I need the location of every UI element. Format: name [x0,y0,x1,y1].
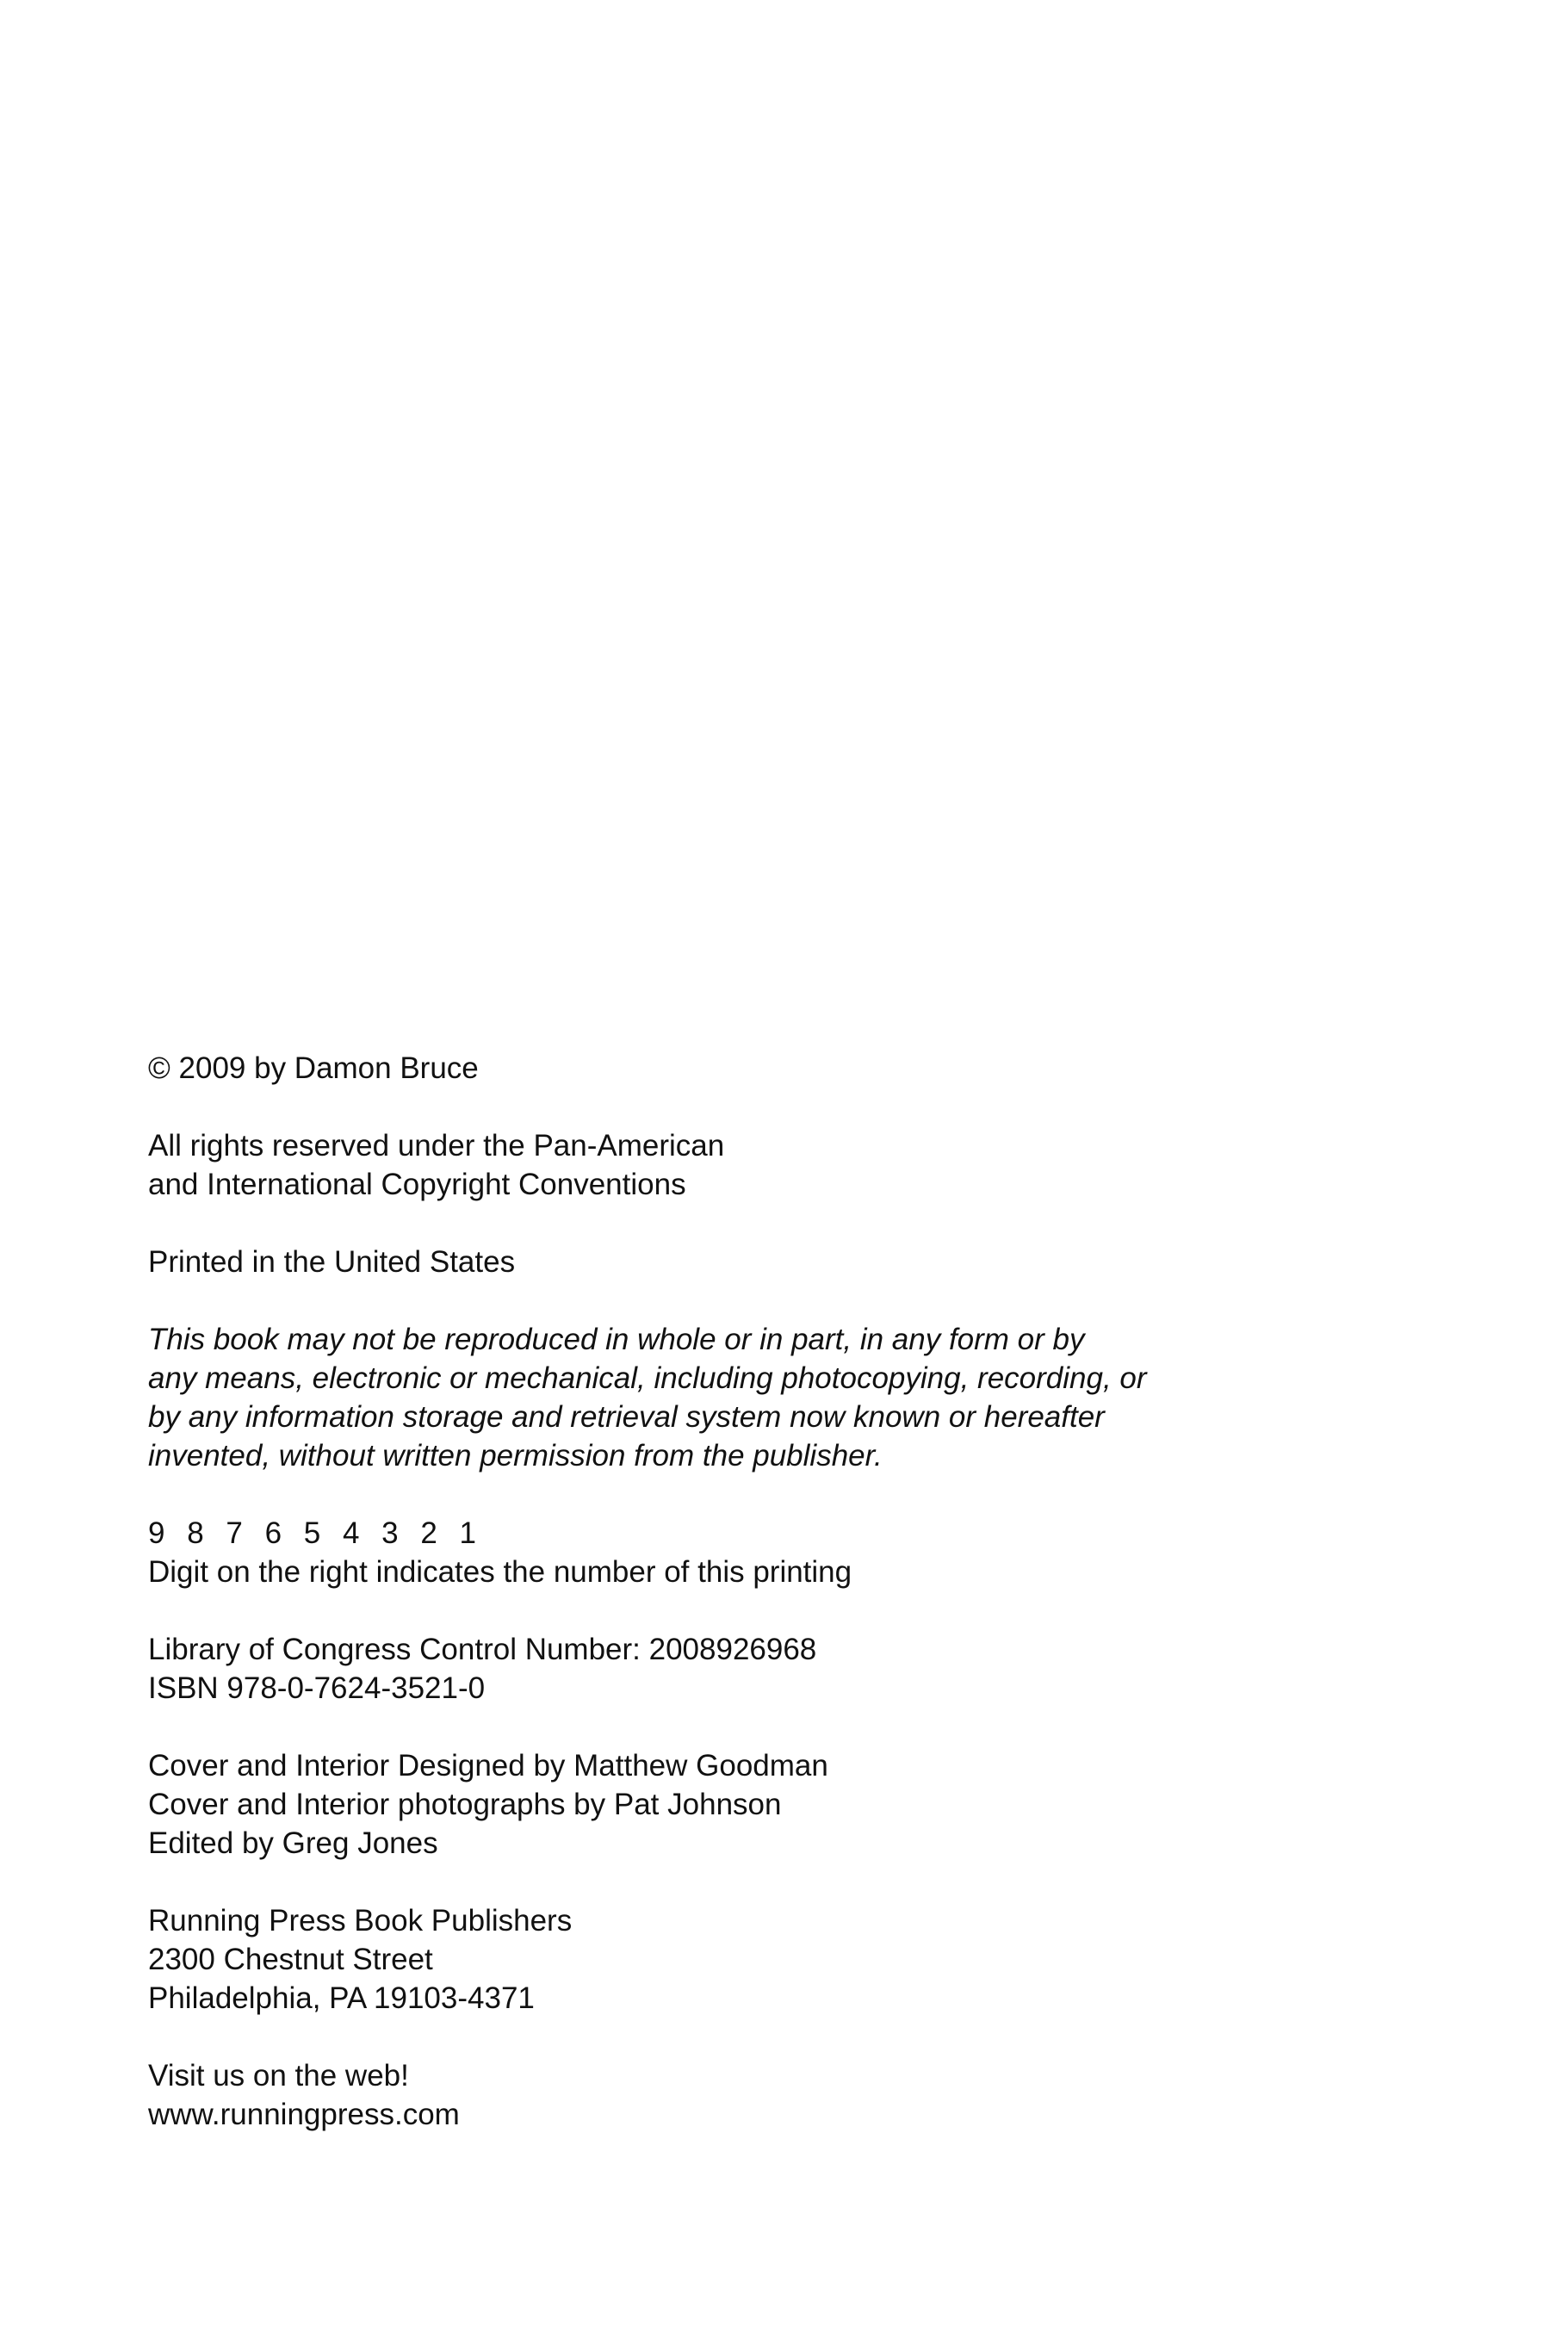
isbn: ISBN 978-0-7624-3521-0 [148,1671,486,1705]
publisher-name: Running Press Book Publishers [148,1904,573,1938]
notice-line-4: invented, without written permission from the publisher. [148,1439,883,1472]
web-prompt: Visit us on the web! [148,2059,409,2092]
spacer [148,1281,1440,1320]
copyright-block [148,1049,1440,2134]
web-url: www.runningpress.com [148,2098,460,2131]
spacer [148,2018,1440,2056]
credit-editor: Edited by Greg Jones [148,1826,438,1860]
rights-line-1: All rights reserved under the Pan-American [148,1129,725,1162]
spacer [148,1591,1440,1630]
printing-note: Digit on the right indicates the number of this printing [148,1555,852,1589]
lccn: Library of Congress Control Number: 2008926968 [148,1633,817,1666]
notice-line-1: This book may not be reproduced in whole or in part, in any form or by [148,1323,1085,1356]
printing-numbers: 9 8 7 6 5 4 3 2 1 [148,1516,477,1550]
credit-designer: Cover and Interior Designed by Matthew Goodman [148,1749,828,1782]
printed-in: Printed in the United States [148,1245,516,1279]
credit-photographer: Cover and Interior photographs by Pat Johnson [148,1788,782,1821]
publisher-street: 2300 Chestnut Street [148,1943,433,1976]
spacer [148,1863,1440,1901]
spacer [148,1088,1440,1126]
spacer [148,1475,1440,1514]
spacer [148,1204,1440,1243]
copyright-notice: © 2009 by Damon Bruce [148,1051,479,1085]
notice-line-2: any means, electronic or mechanical, including photocopying, recording, or [148,1361,1147,1395]
publisher-city: Philadelphia, PA 19103-4371 [148,1981,535,2015]
notice-line-3: by any information storage and retrieval system now known or hereafter [148,1400,1105,1434]
rights-line-2: and International Copyright Conventions [148,1168,686,1201]
spacer [148,1708,1440,1746]
